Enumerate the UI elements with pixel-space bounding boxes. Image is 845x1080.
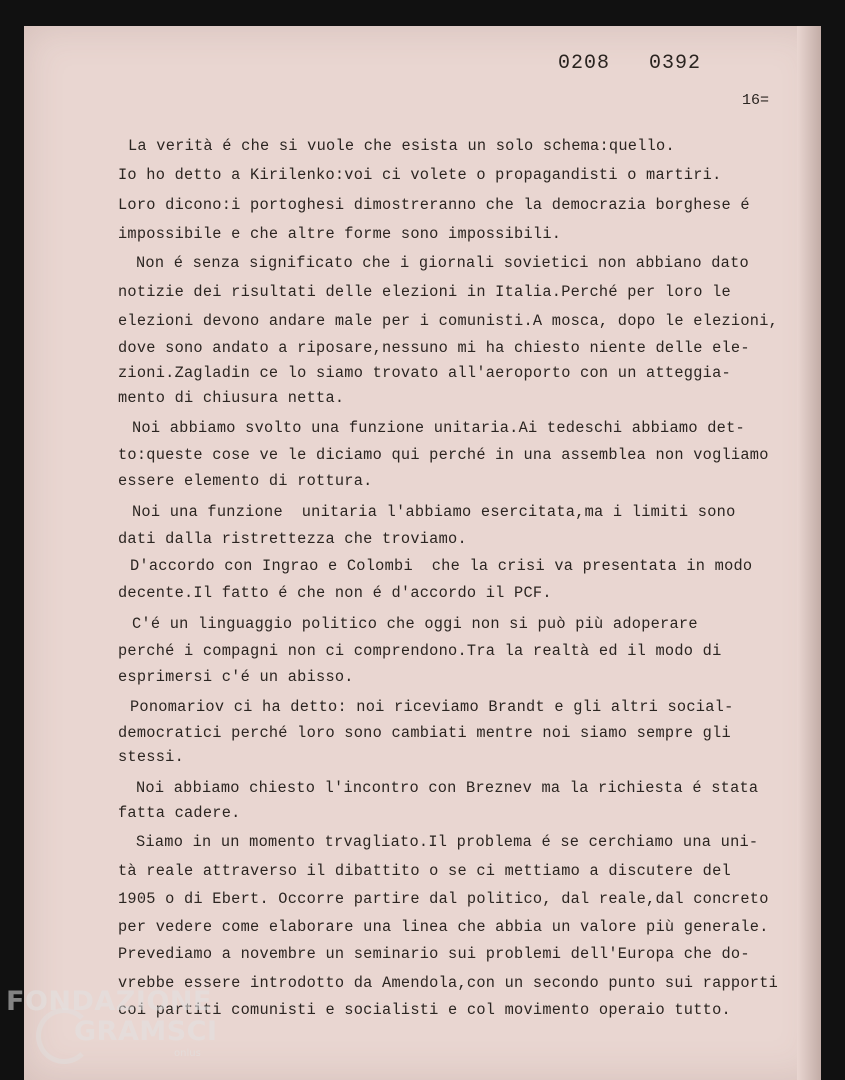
text-line: Siamo in un momento trvagliato.Il problema é se cerchiamo una uni- [136, 833, 759, 851]
archive-number: 0208 0392 [558, 52, 702, 75]
text-line: to:queste cose ve le diciamo qui perché in una assemblea non vogliamo [118, 446, 769, 464]
text-line: per vedere come elaborare una linea che abbia un valore più generale. [118, 918, 769, 936]
text-line: La verità é che si vuole che esista un solo schema:quello. [128, 137, 675, 155]
page-edge-shadow [797, 26, 821, 1080]
text-line: 1905 o di Ebert. Occorre partire dal politico, dal reale,dal concreto [118, 890, 769, 908]
text-line: dove sono andato a riposare,nessuno mi ha chiesto niente delle ele- [118, 339, 750, 357]
watermark-line-1: FONDAZIONE [6, 986, 212, 1017]
text-line: notizie dei risultati delle elezioni in Italia.Perché per loro le [118, 283, 731, 301]
text-line: democratici perché loro sono cambiati mentre noi siamo sempre gli [118, 724, 731, 742]
text-line: C'é un linguaggio politico che oggi non si può più adoperare [132, 615, 698, 633]
text-line: Io ho detto a Kirilenko:voi ci volete o propagandisti o martiri. [118, 166, 722, 184]
text-line: dati dalla ristrettezza che troviamo. [118, 530, 467, 548]
text-line: Prevediamo a novembre un seminario sui problemi dell'Europa che do- [118, 945, 750, 963]
text-line: vrebbe essere introdotto da Amendola,con un secondo punto sui rapporti [118, 974, 779, 992]
text-line: essere elemento di rottura. [118, 472, 373, 490]
text-line: Loro dicono:i portoghesi dimostreranno che la democrazia borghese é [118, 196, 750, 214]
text-line: mento di chiusura netta. [118, 389, 345, 407]
text-line: decente.Il fatto é che non é d'accordo il PCF. [118, 584, 552, 602]
text-line: fatta cadere. [118, 804, 241, 822]
page-number: 16= [742, 92, 770, 109]
text-line: Noi abbiamo svolto una funzione unitaria.Ai tedeschi abbiamo det- [132, 419, 745, 437]
watermark-line-3: onlus [174, 1048, 201, 1059]
text-line: perché i compagni non ci comprendono.Tra la realtà ed il modo di [118, 642, 722, 660]
text-line: Noi abbiamo chiesto l'incontro con Breznev ma la richiesta é stata [136, 779, 759, 797]
text-line: impossibile e che altre forme sono impossibili. [118, 225, 562, 243]
text-line: coi partiti comunisti e socialisti e col movimento operaio tutto. [118, 1001, 731, 1019]
watermark-line-2: GRAMSCI [74, 1016, 218, 1047]
text-line: Noi una funzione unitaria l'abbiamo esercitata,ma i limiti sono [132, 503, 736, 521]
text-line: elezioni devono andare male per i comunisti.A mosca, dopo le elezioni, [118, 312, 779, 330]
text-line: zioni.Zagladin ce lo siamo trovato all'aeroporto con un atteggia- [118, 364, 731, 382]
text-line: Non é senza significato che i giornali sovietici non abbiano dato [136, 254, 749, 272]
text-line: esprimersi c'é un abisso. [118, 668, 354, 686]
text-line: D'accordo con Ingrao e Colombi che la crisi va presentata in modo [130, 557, 753, 575]
text-line: tà reale attraverso il dibattito o se ci mettiamo a discutere del [118, 862, 731, 880]
text-line: stessi. [118, 748, 185, 766]
text-line: Ponomariov ci ha detto: noi riceviamo Brandt e gli altri social- [130, 698, 734, 716]
